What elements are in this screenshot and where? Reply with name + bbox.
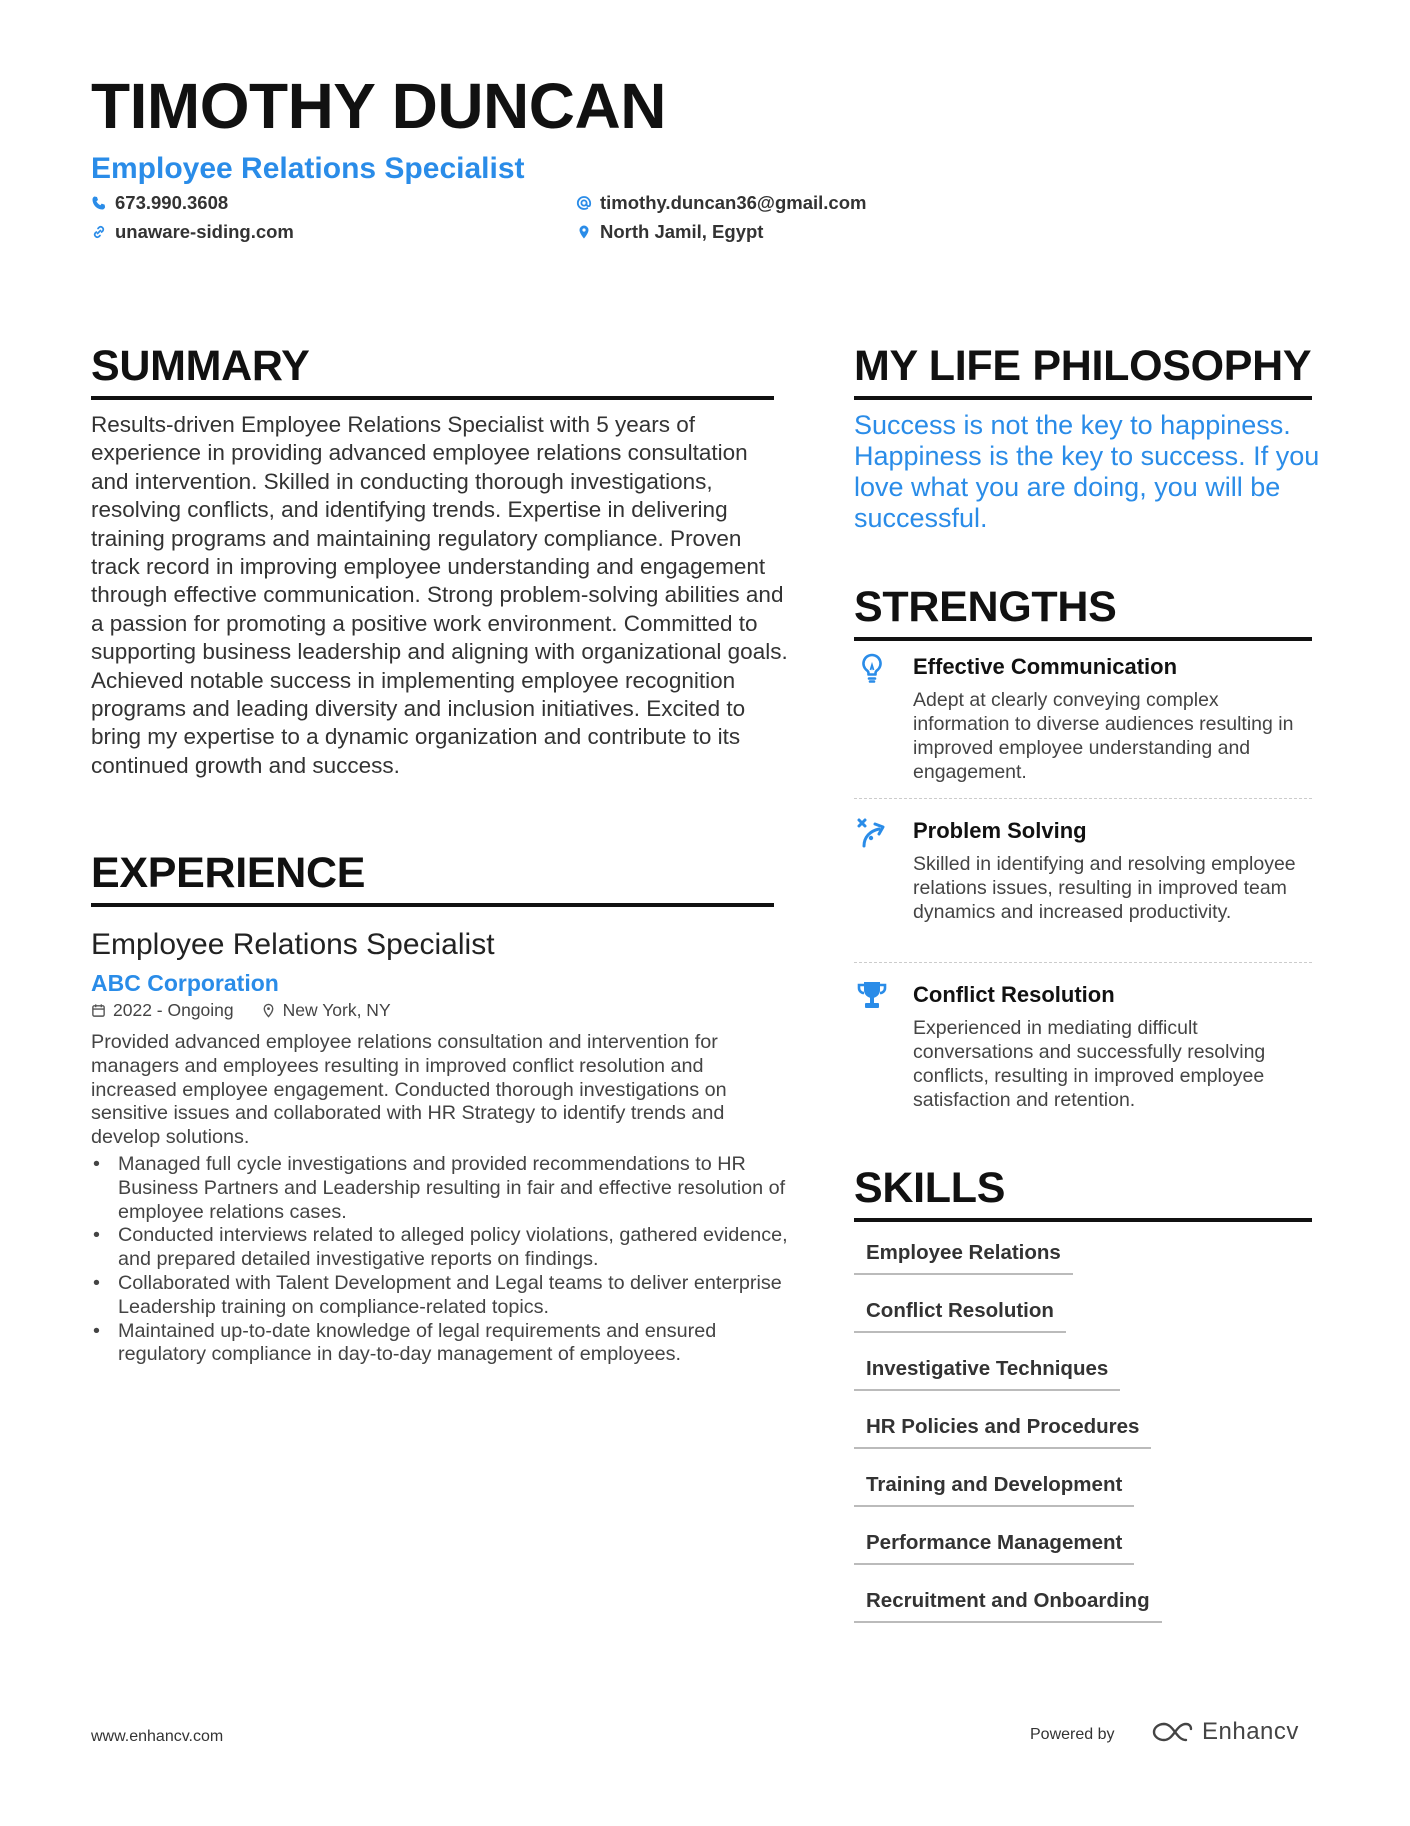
contact-website[interactable] [91,221,294,243]
contact-email[interactable] [576,192,866,214]
skill-tag: Performance Management [854,1531,1134,1565]
experience-heading: EXPERIENCE [91,852,774,907]
job-description: Provided advanced employee relations consultation and intervention for managers and employees resulting in improved conflict resolution and increased employee engagement. Conducted thorough investigations on sensitive issues and collaborated with HR Strategy to identify trends and develop solutions. [91,1031,727,1149]
skill-tag: HR Policies and Procedures [854,1415,1151,1449]
philosophy-heading: MY LIFE PHILOSOPHY [854,345,1312,400]
location-pin-icon [261,1003,276,1018]
candidate-name: TIMOTHY DUNCAN [91,70,666,142]
location-text: North Jamil, Egypt [600,221,764,242]
skill-tag: Conflict Resolution [854,1299,1066,1333]
enhancv-brand-text: Enhancv [1202,1718,1299,1745]
skill-tag: Investigative Techniques [854,1357,1120,1391]
strategy-icon [854,814,890,850]
job-dates-text: 2022 - Ongoing [113,1000,234,1020]
website-text: unaware-siding.com [115,221,294,242]
at-icon [576,195,592,211]
job-location [261,1000,391,1021]
footer-powered-by: Powered by [1030,1726,1115,1743]
phone-text: 673.990.3608 [115,192,229,213]
contact-location [576,221,763,243]
candidate-title: Employee Relations Specialist [91,152,525,185]
job-dates [91,1000,234,1021]
footer-url[interactable]: www.enhancv.com [91,1728,224,1745]
strength-divider [854,962,1312,963]
strength-description: Skilled in identifying and resolving employee relations issues, resulting in improved team dynamics and increased productivity. [913,853,1296,923]
company-name[interactable]: ABC Corporation [91,970,279,996]
calendar-icon [91,1003,106,1018]
skill-tag: Recruitment and Onboarding [854,1589,1162,1623]
trophy-icon [854,978,890,1014]
email-text: timothy.duncan36@gmail.com [600,192,867,213]
strength-item [854,978,1312,1118]
job-meta [91,1000,418,1021]
skill-tag: Employee Relations [854,1241,1073,1275]
philosophy-quote: Success is not the key to happiness. Happiness is the key to success. If you love what you are doing, you will be successful. [854,410,1320,533]
summary-text: Results-driven Employee Relations Specialist with 5 years of experience in providing advanced employee relations consultation and intervention. Skilled in conducting thorough investigations, resolving conflicts, and identifying trends. Expertise in delivering training programs and maintaining regulatory compliance. Proven track record in improving employee understanding and engagement through effective communication. Strong problem-solving abilities and a passion for promoting a positive work environment. Committed to supporting business leadership and aligning with organizational goals. Achieved notable success in implementing employee recognition programs and leading diversity and inclusion initiatives. Excited to bring my expertise to a dynamic organization and contribute to its continued growth and success. [91,412,788,778]
list-item: • Collaborated with Talent Development and Legal teams to deliver enterprise Leadership training on compliance-related topics. [91,1272,791,1320]
strength-description: Adept at clearly conveying complex information to diverse audiences resulting in improved employee understanding and engagement. [913,689,1294,783]
job-location-text: New York, NY [282,1000,391,1020]
strength-item [854,650,1312,790]
location-pin-icon [576,224,592,240]
strength-divider [854,798,1312,799]
link-icon [91,224,107,240]
skill-tag: Training and Development [854,1473,1134,1507]
list-item: • Managed full cycle investigations and provided recommendations to HR Business Partners and Leadership resulting in fair and effective resolution of employee relations cases. [91,1153,791,1224]
lightbulb-icon [854,650,890,686]
strength-item [854,814,1312,954]
list-item: • Maintained up-to-date knowledge of legal requirements and ensured regulatory compliance in day-to-day management of employees. [91,1320,791,1368]
list-item: • Conducted interviews related to alleged policy violations, gathered evidence, and prepared detailed investigative reports on findings. [91,1224,791,1272]
summary-heading: SUMMARY [91,345,774,400]
strength-title: Effective Communication [913,654,1178,679]
strength-title: Conflict Resolution [913,982,1115,1007]
enhancv-logo-icon [1150,1719,1194,1745]
contact-phone[interactable] [91,192,228,214]
enhancv-logo[interactable] [1150,1718,1299,1746]
job-bullets [91,1153,791,1367]
job-title: Employee Relations Specialist [91,928,495,961]
strength-description: Experienced in mediating difficult conversations and successfully resolving conflicts, resulting in improved employee satisfaction and retention. [913,1017,1266,1111]
strengths-heading: STRENGTHS [854,586,1312,641]
phone-icon [91,195,107,211]
strength-title: Problem Solving [913,818,1087,843]
skills-heading: SKILLS [854,1167,1312,1222]
